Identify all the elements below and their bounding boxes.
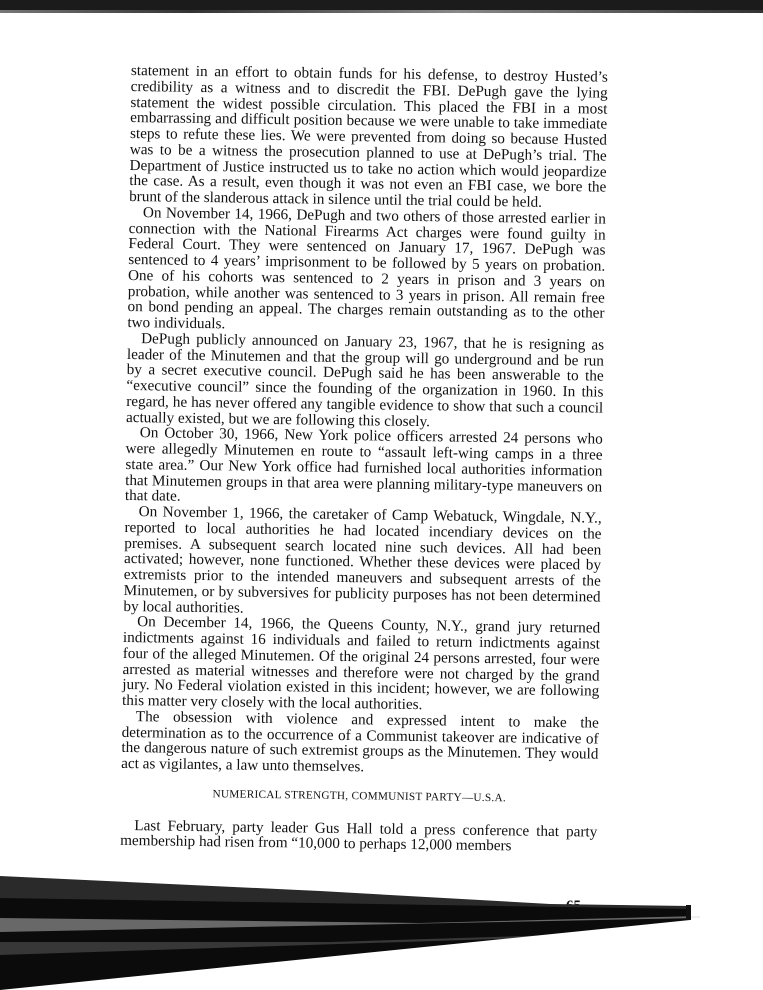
paragraph-camp-webatuck: On November 1, 1966, the caretaker of Camp Webatuck, Wingdale, N.Y., reported to local authorities he had located incendiary devices on the premises. A subsequent search located nine such devices. All had been activated; however, none functioned. Whether these devices were placed by extremists prior to the intended maneuvers and subsequent arrests of the Minutemen, or by subversives for publicity purposes has not been determined by local authorities. xyxy=(123,503,602,617)
paragraph-november-14-verdict: On November 14, 1966, DePugh and two others of those arrested earlier in connection with the National Firearms Act charges were found guilty in Federal Court. They were sentenced on January 17, 1967. DePugh was sentenced to 4 years’ imprisonment to be followed by 5 years on probation. One of his cohorts was sentenced to 2 years in prison and 3 years on probation, while another was sentenced to 3 years in prison. All remain free on bond pending an appeal. The charges remain outstanding as to the other two individuals. xyxy=(127,203,606,333)
paragraph-october-30-arrests: On October 30, 1966, New York police officers arrested 24 persons who were allegedly Minutemen en route to “assault left-wing camps in a three state area.” Our New York office had furnished local authorities information that Minutemen groups in that area were planning military-type maneuvers on that date. xyxy=(124,424,603,505)
bottom-scan-artifact xyxy=(0,860,763,990)
paragraph-vigilantes: The obsession with violence and expressed intent to make the determination as to the occurrence of a Communist takeover are indicative of the dangerous nature of such extremist groups as the Minutemen. They would act as vigilantes, a law unto themselves. xyxy=(121,707,599,776)
section-heading: NUMERICAL STRENGTH, COMMUNIST PARTY—U.S.A. xyxy=(212,787,507,805)
paragraph-queens-indictments: On December 14, 1966, the Queens County, N.Y., grand jury returned indictments against 16 individuals and failed to return indictments against four of the alleged Minutemen. Of the original 24 persons arrested, four were arrested as material witnesses and therefore were not charged by the grand jury. No Federal violation existed in this incident; however, we are following this matter very closely with the local authorities. xyxy=(121,613,601,714)
paragraph-husted-statement: statement in an effort to obtain funds for his defense, to destroy Husted’s credibility as a witness and to discredit the FBI. DePugh gave the lying statement the widest possible circulation. This placed the FBI in a most embarrassing and difficult position because we were unable to take immediate steps to refute these lies. We were prevented from doing so because Husted was to be a witness the prosecution planned to use at DePugh’s trial. The Department of Justice instructed us to take no action which would jeopardize the case. As a result, even though it was not even an FBI case, we bore the brunt of the slanderous attack in silence until the trial could be held. xyxy=(129,62,608,211)
paragraph-depugh-resignation: DePugh publicly announced on January 23, 1967, that he is resigning as leader of the Minutemen and that the group will go underground and be run by a secret executive council. DePugh said he has been answerable to the “executive council” since the founding of the organization in 1960. In this regard, he has never offered any tangible evidence to show that such a council actually existed, but we are following this closely. xyxy=(125,329,605,430)
document-page xyxy=(120,63,608,856)
paragraph-gus-hall: Last February, party leader Gus Hall told a press conference that party membership had risen from “10,000 to perhaps 12,000 members xyxy=(120,816,598,855)
top-scan-border xyxy=(0,0,763,10)
